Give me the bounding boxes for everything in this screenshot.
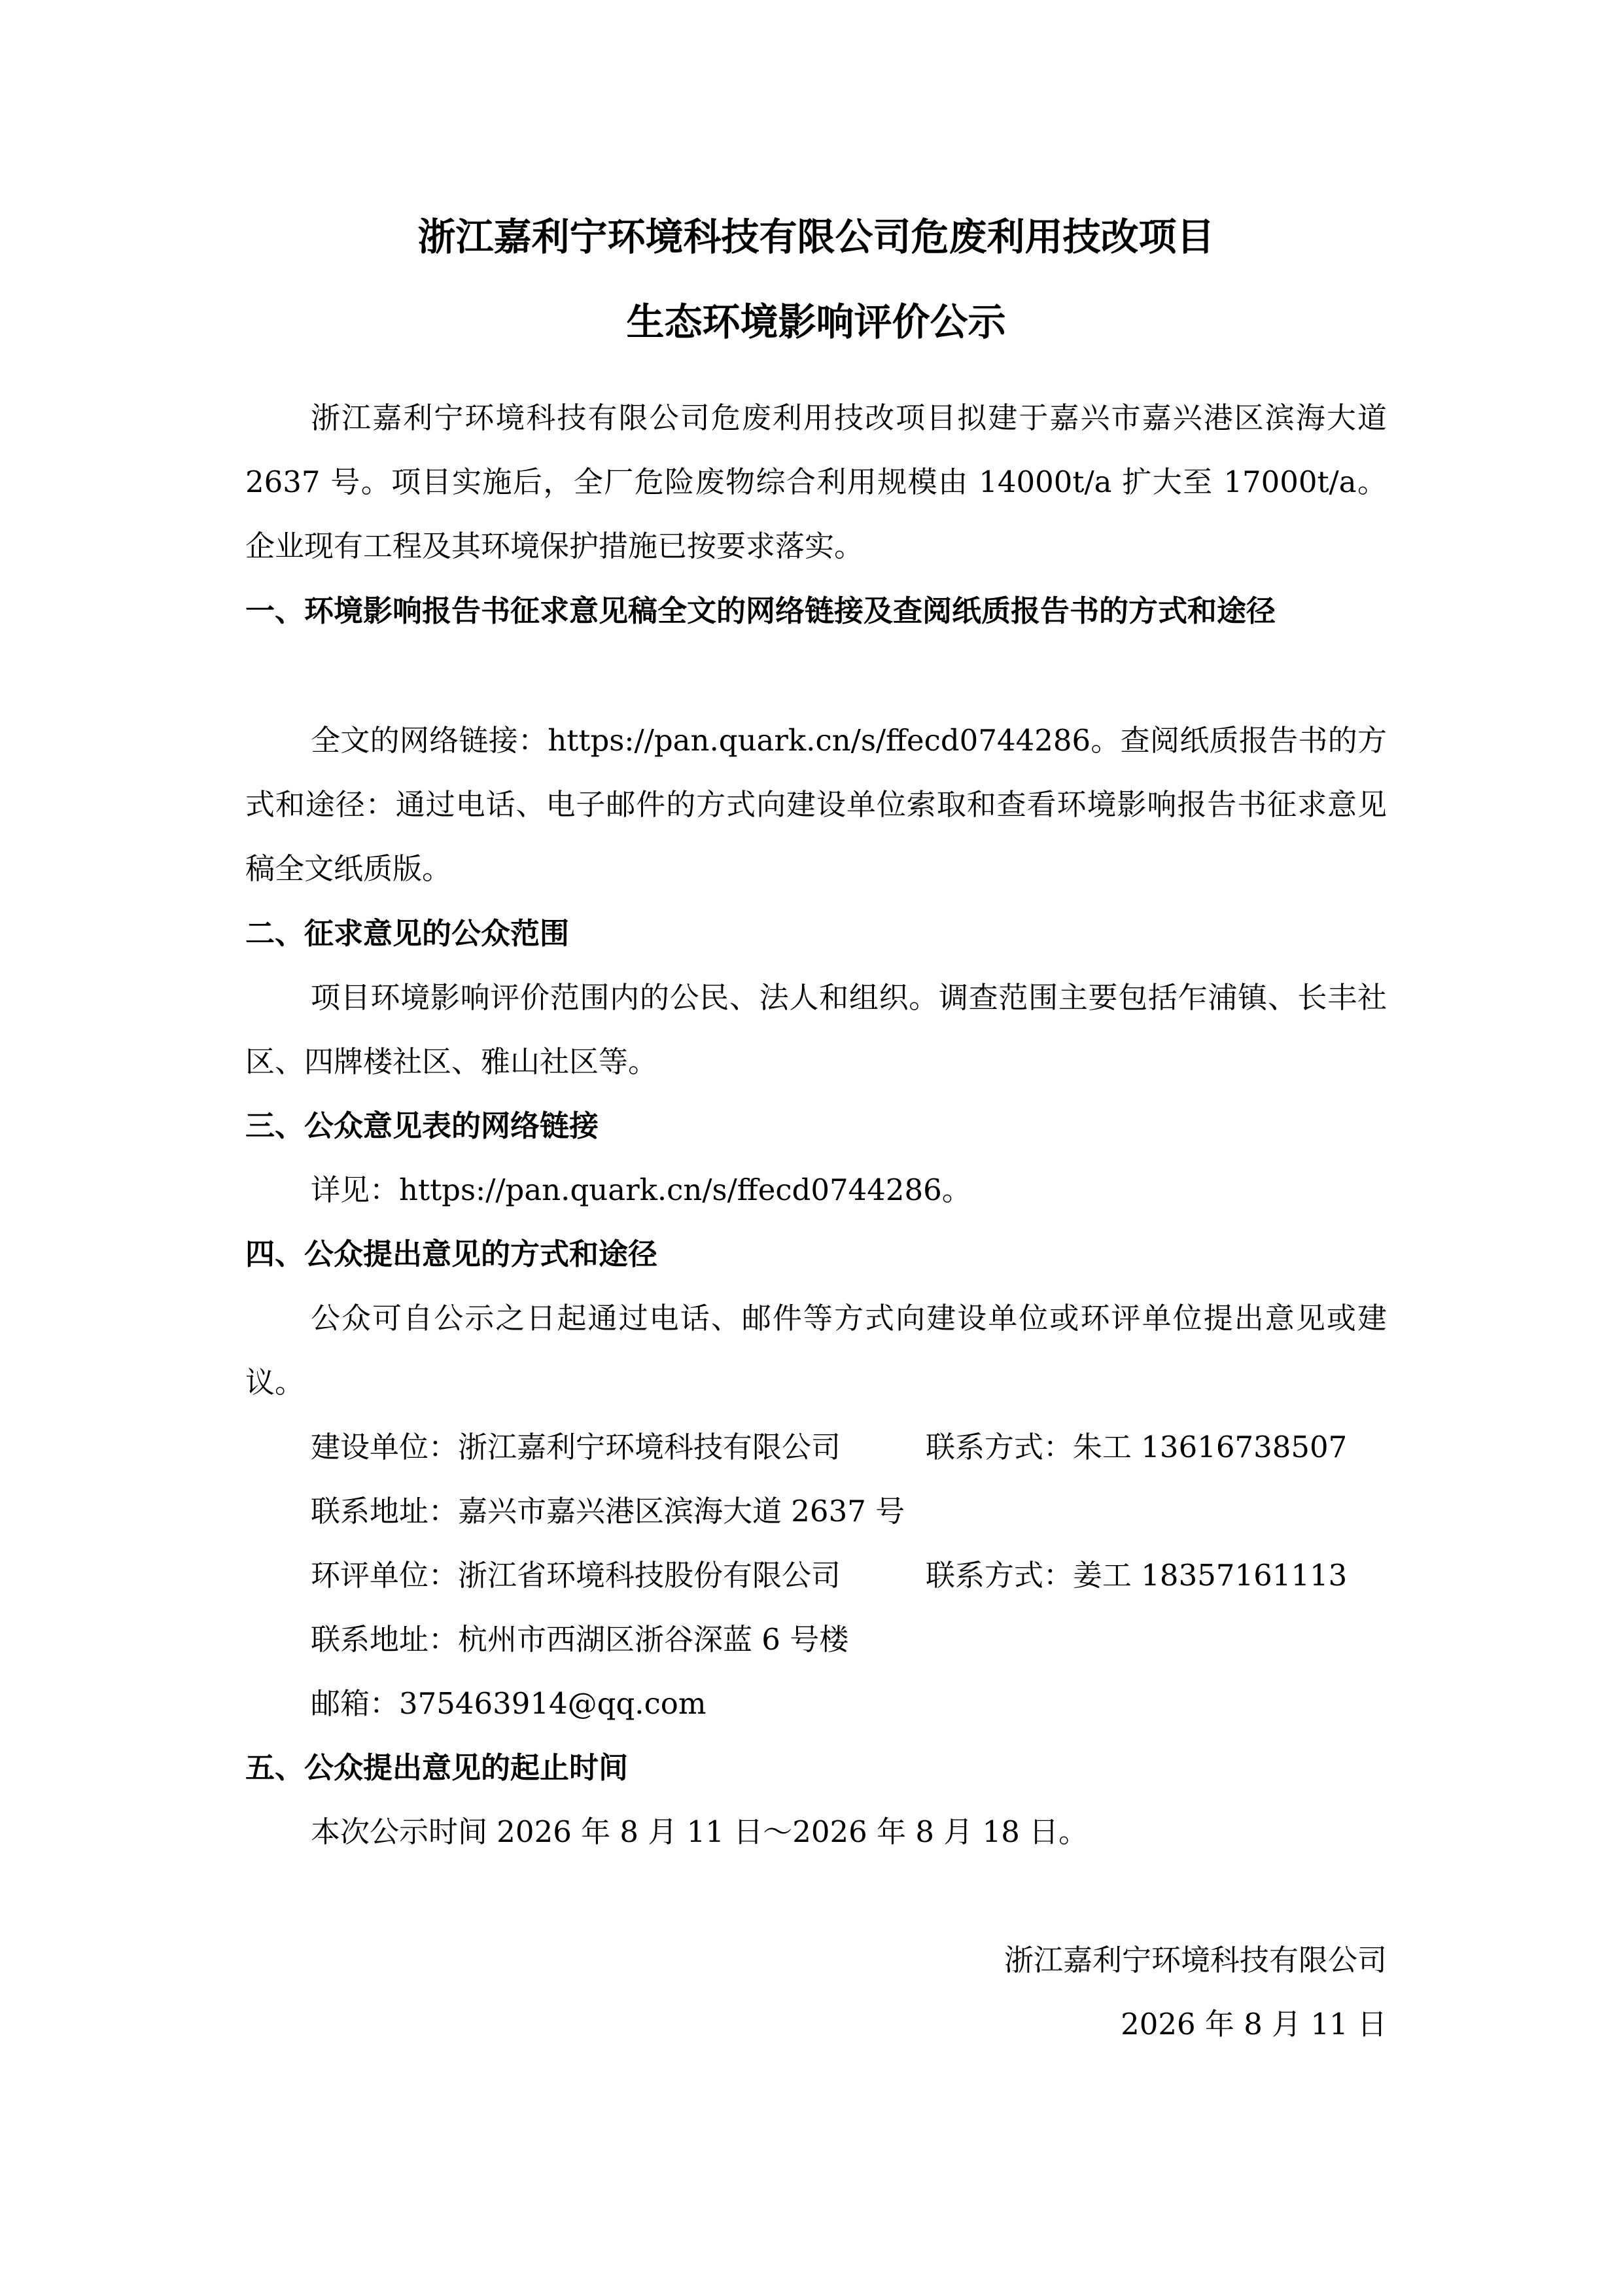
- builder-contact-row: [311, 1415, 1387, 1479]
- section-1-heading: 一、环境影响报告书征求意见稿全文的网络链接及查阅纸质报告书的方式和途径: [245, 593, 1276, 628]
- builder-unit: 建设单位：浙江嘉利宁环境科技有限公司: [311, 1430, 841, 1464]
- section-4-body: 公众可自公示之日起通过电话、邮件等方式向建设单位或环评单位提出意见或建议。: [245, 1301, 1387, 1400]
- email-line: 邮箱：375463914@qq.com: [311, 1686, 707, 1721]
- signature-date: 2026 年 8 月 11 日: [1121, 2007, 1387, 2041]
- section-2-heading: 二、征求意见的公众范围: [245, 916, 570, 951]
- section-2-body: 项目环境影响评价范围内的公民、法人和组织。调查范围主要包括乍浦镇、长丰社区、四牌楼社区、雅山社区等。: [245, 980, 1387, 1079]
- section-3-body: 详见：https://pan.quark.cn/s/ffecd0744286。: [311, 1173, 971, 1207]
- section-1-body: 全文的网络链接：https://pan.quark.cn/s/ffecd0744286。查阅纸质报告书的方式和途径：通过电话、电子邮件的方式向建设单位索取和查看环境影响报告书征求意见稿全文纸质版。: [245, 723, 1387, 886]
- section-5-body: 本次公示时间 2026 年 8 月 11 日～2026 年 8 月 18 日。: [311, 1814, 1089, 1849]
- section-5-heading: 五、公众提出意见的起止时间: [245, 1750, 629, 1785]
- intro-paragraph: 浙江嘉利宁环境科技有限公司危废利用技改项目拟建于嘉兴市嘉兴港区滨海大道 2637 号。项目实施后，全厂危险废物综合利用规模由 14000t/a 扩大至 17000t/a。企业现有工程及其环境保护措施已按要求落实。: [245, 400, 1387, 563]
- eia-unit: 环评单位：浙江省环境科技股份有限公司: [311, 1558, 841, 1593]
- signature-company: 浙江嘉利宁环境科技有限公司: [1003, 1943, 1387, 1977]
- section-3-heading: 三、公众意见表的网络链接: [245, 1108, 599, 1143]
- section-4-heading: 四、公众提出意见的方式和途径: [245, 1237, 658, 1271]
- document-title-line-2: 生态环境影响评价公示: [626, 300, 1006, 344]
- eia-address: 联系地址：杭州市西湖区浙谷深蓝 6 号楼: [311, 1622, 849, 1657]
- eia-contact: 联系方式：姜工 18357161113: [926, 1558, 1348, 1593]
- builder-address: 联系地址：嘉兴市嘉兴港区滨海大道 2637 号: [311, 1494, 905, 1528]
- eia-contact-row: [311, 1544, 1387, 1608]
- builder-contact: 联系方式：朱工 13616738507: [926, 1430, 1348, 1464]
- document-title-line-1: 浙江嘉利宁环境科技有限公司危废利用技改项目: [417, 215, 1215, 259]
